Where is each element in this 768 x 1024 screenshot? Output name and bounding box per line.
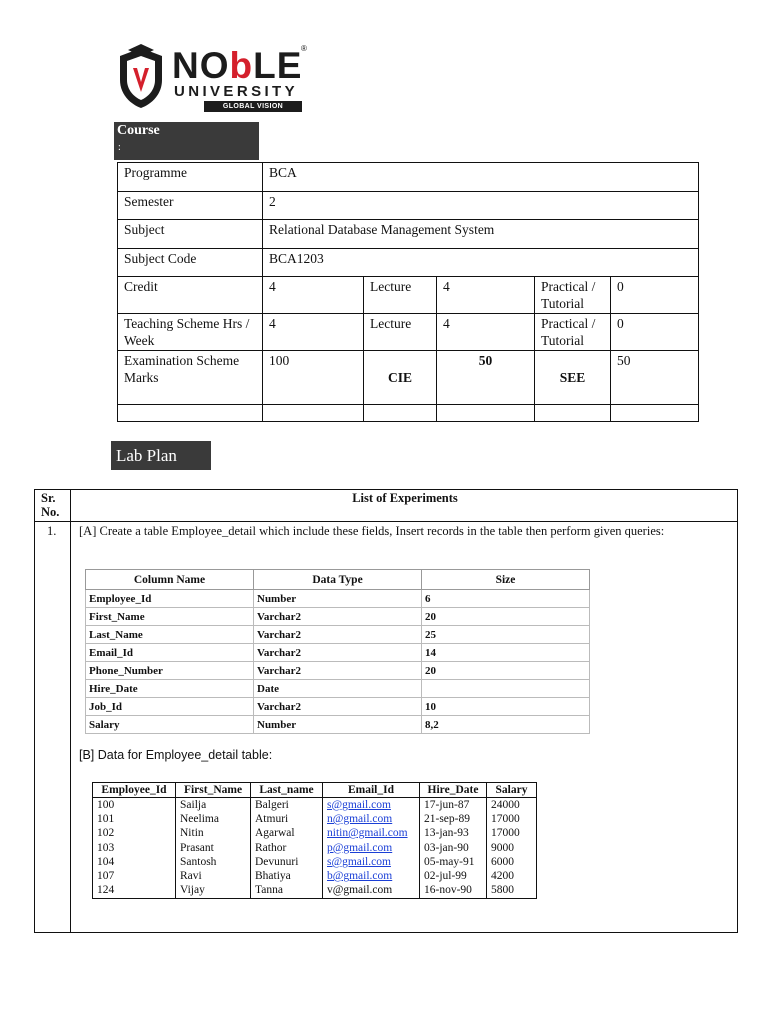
schema-size: 14 — [422, 644, 590, 662]
email-cell — [323, 869, 420, 883]
first-name-cell: Vijay — [176, 884, 251, 899]
schema-header-column-name: Column Name — [86, 570, 254, 590]
data-header-email: Email_Id — [323, 783, 420, 798]
teaching-practical-label: Practical / Tutorial — [535, 314, 611, 351]
first-name-cell: Nitin — [176, 827, 251, 841]
first-name-cell: Sailja — [176, 798, 251, 813]
employee-row — [93, 798, 537, 813]
credit-value: 4 — [263, 277, 364, 314]
schema-column-name: Email_Id — [86, 644, 254, 662]
employee-row — [93, 884, 537, 899]
logo-wordmark: NObLE — [172, 45, 303, 86]
credit-practical-value: 0 — [611, 277, 699, 314]
schema-data-type: Varchar2 — [254, 662, 422, 680]
data-header-salary: Salary — [487, 783, 537, 798]
data-header-hire-date: Hire_Date — [420, 783, 487, 798]
schema-row — [86, 590, 590, 608]
schema-column-name: Employee_Id — [86, 590, 254, 608]
cie-label: CIE — [364, 351, 437, 405]
last-name-cell: Bhatiya — [251, 869, 323, 883]
employee-id-cell: 101 — [93, 812, 176, 826]
last-name-cell: Balgeri — [251, 798, 323, 813]
schema-data-type: Varchar2 — [254, 644, 422, 662]
email-link[interactable]: nitin@gmail.com — [327, 827, 408, 840]
employee-id-cell: 107 — [93, 869, 176, 883]
hire-date-cell: 21-sep-89 — [420, 812, 487, 826]
credit-lecture-value: 4 — [437, 277, 535, 314]
schema-data-type: Varchar2 — [254, 626, 422, 644]
experiments-table — [34, 489, 738, 933]
data-header-employee-id: Employee_Id — [93, 783, 176, 798]
schema-data-type: Number — [254, 590, 422, 608]
schema-row — [86, 698, 590, 716]
course-colon: : — [118, 142, 121, 153]
email-link[interactable]: s@gmail.com — [327, 855, 391, 868]
last-name-cell: Rathor — [251, 841, 323, 855]
semester-value: 2 — [263, 192, 699, 220]
credit-label: Credit — [118, 277, 263, 314]
cie-value: 50 — [437, 351, 535, 405]
empty-cell — [437, 405, 535, 422]
empty-cell — [118, 405, 263, 422]
registered-mark: ® — [301, 44, 307, 53]
schema-header-data-type: Data Type — [254, 570, 422, 590]
schema-row — [86, 662, 590, 680]
email-cell — [323, 855, 420, 869]
salary-cell: 4200 — [487, 869, 537, 883]
email-cell — [323, 841, 420, 855]
email-cell: v@gmail.com — [323, 884, 420, 899]
hire-date-cell: 16-nov-90 — [420, 884, 487, 899]
hire-date-cell: 05-may-91 — [420, 855, 487, 869]
schema-header-size: Size — [422, 570, 590, 590]
semester-label: Semester — [118, 192, 263, 220]
email-link[interactable]: p@gmail.com — [327, 841, 393, 854]
part-a-text: [A] Create a table Employee_detail which include these fields, Insert records in the table then perform given queries: — [79, 524, 665, 538]
first-name-cell: Prasant — [176, 841, 251, 855]
part-b-text: [B] Data for Employee_detail table: — [79, 748, 273, 762]
employee-row — [93, 827, 537, 841]
email-link[interactable]: b@gmail.com — [327, 870, 393, 883]
email-link[interactable]: s@gmail.com — [327, 798, 391, 811]
schema-size — [422, 680, 590, 698]
exam-scheme-label: Examination Scheme Marks — [118, 351, 263, 405]
last-name-cell: Devunuri — [251, 855, 323, 869]
schema-column-name: Salary — [86, 716, 254, 734]
hire-date-cell: 02-jul-99 — [420, 869, 487, 883]
empty-cell — [263, 405, 364, 422]
last-name-cell: Agarwal — [251, 827, 323, 841]
employee-row — [93, 812, 537, 826]
email-link[interactable]: n@gmail.com — [327, 812, 393, 825]
employee-id-cell: 103 — [93, 841, 176, 855]
logo-tagline: GLOBAL VISION — [204, 101, 302, 112]
last-name-cell: Tanna — [251, 884, 323, 899]
salary-cell: 17000 — [487, 812, 537, 826]
schema-data-type: Varchar2 — [254, 608, 422, 626]
schema-row — [86, 644, 590, 662]
teaching-scheme-value: 4 — [263, 314, 364, 351]
salary-cell: 9000 — [487, 841, 537, 855]
column-divider — [70, 490, 71, 932]
salary-cell: 17000 — [487, 827, 537, 841]
course-label: Course — [117, 123, 160, 138]
schema-size: 6 — [422, 590, 590, 608]
schema-row — [86, 680, 590, 698]
teaching-scheme-label: Teaching Scheme Hrs / Week — [118, 314, 263, 351]
schema-column-name: Phone_Number — [86, 662, 254, 680]
hire-date-cell: 13-jan-93 — [420, 827, 487, 841]
course-heading — [114, 122, 259, 160]
teaching-lecture-label: Lecture — [364, 314, 437, 351]
programme-label: Programme — [118, 163, 263, 192]
employee-id-cell: 100 — [93, 798, 176, 813]
teaching-lecture-value: 4 — [437, 314, 535, 351]
list-of-experiments-header: List of Experiments — [352, 491, 458, 505]
see-label: SEE — [535, 351, 611, 405]
schema-row — [86, 626, 590, 644]
salary-cell: 5800 — [487, 884, 537, 899]
university-logo — [116, 44, 312, 114]
teaching-practical-value: 0 — [611, 314, 699, 351]
email-cell — [323, 827, 420, 841]
schema-data-type: Number — [254, 716, 422, 734]
schema-column-name: First_Name — [86, 608, 254, 626]
employee-row — [93, 841, 537, 855]
schema-data-type: Varchar2 — [254, 698, 422, 716]
salary-cell: 6000 — [487, 855, 537, 869]
empty-cell — [535, 405, 611, 422]
logo-university-text: UNIVERSITY — [174, 83, 299, 100]
subject-value: Relational Database Management System — [263, 220, 699, 249]
empty-cell — [364, 405, 437, 422]
schema-size: 20 — [422, 662, 590, 680]
employee-row — [93, 855, 537, 869]
shield-logo-icon — [116, 44, 166, 110]
schema-size: 10 — [422, 698, 590, 716]
data-header-first-name: First_Name — [176, 783, 251, 798]
schema-size: 20 — [422, 608, 590, 626]
lab-plan-heading: Lab Plan — [111, 441, 211, 470]
schema-size: 25 — [422, 626, 590, 644]
schema-column-name: Last_Name — [86, 626, 254, 644]
first-name-cell: Ravi — [176, 869, 251, 883]
schema-column-name: Job_Id — [86, 698, 254, 716]
schema-column-name: Hire_Date — [86, 680, 254, 698]
first-name-cell: Santosh — [176, 855, 251, 869]
experiment-number: 1. — [47, 524, 57, 538]
subject-label: Subject — [118, 220, 263, 249]
employee-row — [93, 869, 537, 883]
schema-table — [85, 569, 590, 734]
email-cell — [323, 812, 420, 826]
programme-value: BCA — [263, 163, 699, 192]
hire-date-cell: 17-jun-87 — [420, 798, 487, 813]
empty-cell — [611, 405, 699, 422]
sr-no-header: Sr. No. — [41, 491, 60, 519]
subject-code-label: Subject Code — [118, 249, 263, 277]
schema-row — [86, 608, 590, 626]
schema-size: 8,2 — [422, 716, 590, 734]
employee-id-cell: 102 — [93, 827, 176, 841]
schema-row — [86, 716, 590, 734]
schema-data-type: Date — [254, 680, 422, 698]
salary-cell: 24000 — [487, 798, 537, 813]
credit-lecture-label: Lecture — [364, 277, 437, 314]
employee-data-table — [92, 782, 537, 899]
data-header-last-name: Last_name — [251, 783, 323, 798]
email-cell — [323, 798, 420, 813]
exam-scheme-value: 100 — [263, 351, 364, 405]
credit-practical-label: Practical / Tutorial — [535, 277, 611, 314]
hire-date-cell: 03-jan-90 — [420, 841, 487, 855]
last-name-cell: Atmuri — [251, 812, 323, 826]
first-name-cell: Neelima — [176, 812, 251, 826]
subject-code-value: BCA1203 — [263, 249, 699, 277]
course-info-table — [117, 162, 699, 422]
see-value: 50 — [611, 351, 699, 405]
employee-id-cell: 104 — [93, 855, 176, 869]
employee-id-cell: 124 — [93, 884, 176, 899]
